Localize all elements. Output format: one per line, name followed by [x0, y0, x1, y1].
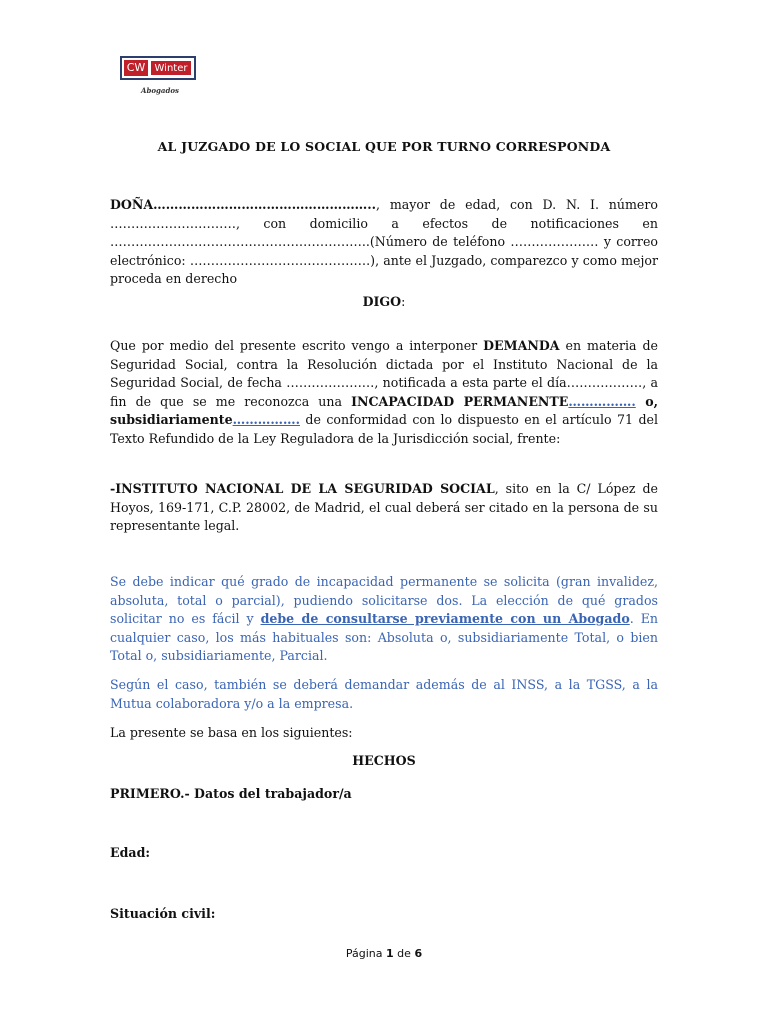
logo-cw: CW	[124, 60, 148, 76]
note-incapacity-grade	[110, 573, 658, 666]
subsidiariamente-blank: …………….	[232, 412, 300, 428]
logo-frame	[120, 56, 196, 80]
logo-winter: Winter	[150, 60, 192, 76]
footer-total-pages: 6	[414, 947, 423, 960]
digo-colon: :	[401, 294, 406, 309]
dona-label: DOÑA……………………………………………..	[110, 197, 377, 212]
page-footer	[0, 947, 768, 960]
footer-of-word: de	[393, 947, 415, 960]
note1-text-1: Se debe indicar qué grado de incapacidad permanente se solicita (gran invalidez, absoluta, total o parcial), pudiendo solicitarse dos. La elección de qué grados solicitar no es fácil y	[110, 574, 658, 627]
inss-text: , sito en la C/ López de Hoyos, 169-171, C.P. 28002, de Madrid, el cual deberá ser citado en la persona de su representante legal.	[110, 481, 658, 534]
digo-word: DIGO	[362, 294, 402, 309]
footer-page-word: Página	[345, 947, 387, 960]
document-title: AL JUZGADO DE LO SOCIAL QUE POR TURNO CORRESPONDA	[157, 139, 611, 154]
logo-subtitle: Abogados	[141, 86, 179, 95]
inss-name: -INSTITUTO NACIONAL DE LA SEGURIDAD SOCIAL	[110, 481, 495, 496]
demand-paragraph	[110, 337, 658, 449]
demand-text-3: de conformidad con lo dispuesto en el artículo 71 del Texto Refundido de la Ley Reguladora de la Jurisdicción social, frente:	[110, 412, 658, 446]
demanda-keyword: DEMANDA	[483, 338, 560, 353]
digo-heading	[110, 294, 658, 309]
inss-paragraph	[110, 480, 658, 536]
intro-text: , mayor de edad, con D. N. I. número …………………………, con domicilio a efectos de notificaciones en ……………………………………………………..(Número de teléfono ………………… y correo electrónico: …………………………………….), ante el Juzgado, comparezco y como mejor proceda en derecho	[110, 197, 658, 287]
incapacidad-blank: …………….	[568, 393, 636, 409]
hechos-heading: HECHOS	[352, 753, 416, 768]
incapacidad-keyword: INCAPACIDAD PERMANENTE	[351, 393, 569, 409]
civil-status-label: Situación civil:	[110, 906, 216, 921]
demand-text-1: Que por medio del presente escrito vengo a interponer	[110, 338, 484, 353]
subsidiariamente-keyword: o, subsidiariamente	[110, 393, 658, 428]
basis-line: La presente se basa en los siguientes:	[110, 725, 353, 740]
note1-text-2: . En cualquier caso, los más habituales son: Absoluta o, subsidiariamente Total, o bien Total o, subsidiariamente, Parcial.	[110, 611, 658, 664]
edad-label: Edad:	[110, 845, 151, 860]
primero-heading: PRIMERO.- Datos del trabajador/a	[110, 786, 352, 801]
demand-text-2: en materia de Seguridad Social, contra la Resolución dictada por el Instituto Nacional de la Seguridad Social, de fecha …………………, notificada a esta parte el día………………, a fin de que se me reconozca una	[110, 338, 658, 409]
intro-paragraph	[110, 196, 658, 289]
footer-page-number: 1	[386, 947, 394, 960]
consult-lawyer-link[interactable]: debe de consultarse previamente con un Abogado	[260, 611, 630, 627]
law-firm-logo	[120, 56, 198, 108]
note-additional-defendants: Según el caso, también se deberá demandar además de al INSS, a la TGSS, a la Mutua colaboradora y/o a la empresa.	[110, 677, 658, 711]
